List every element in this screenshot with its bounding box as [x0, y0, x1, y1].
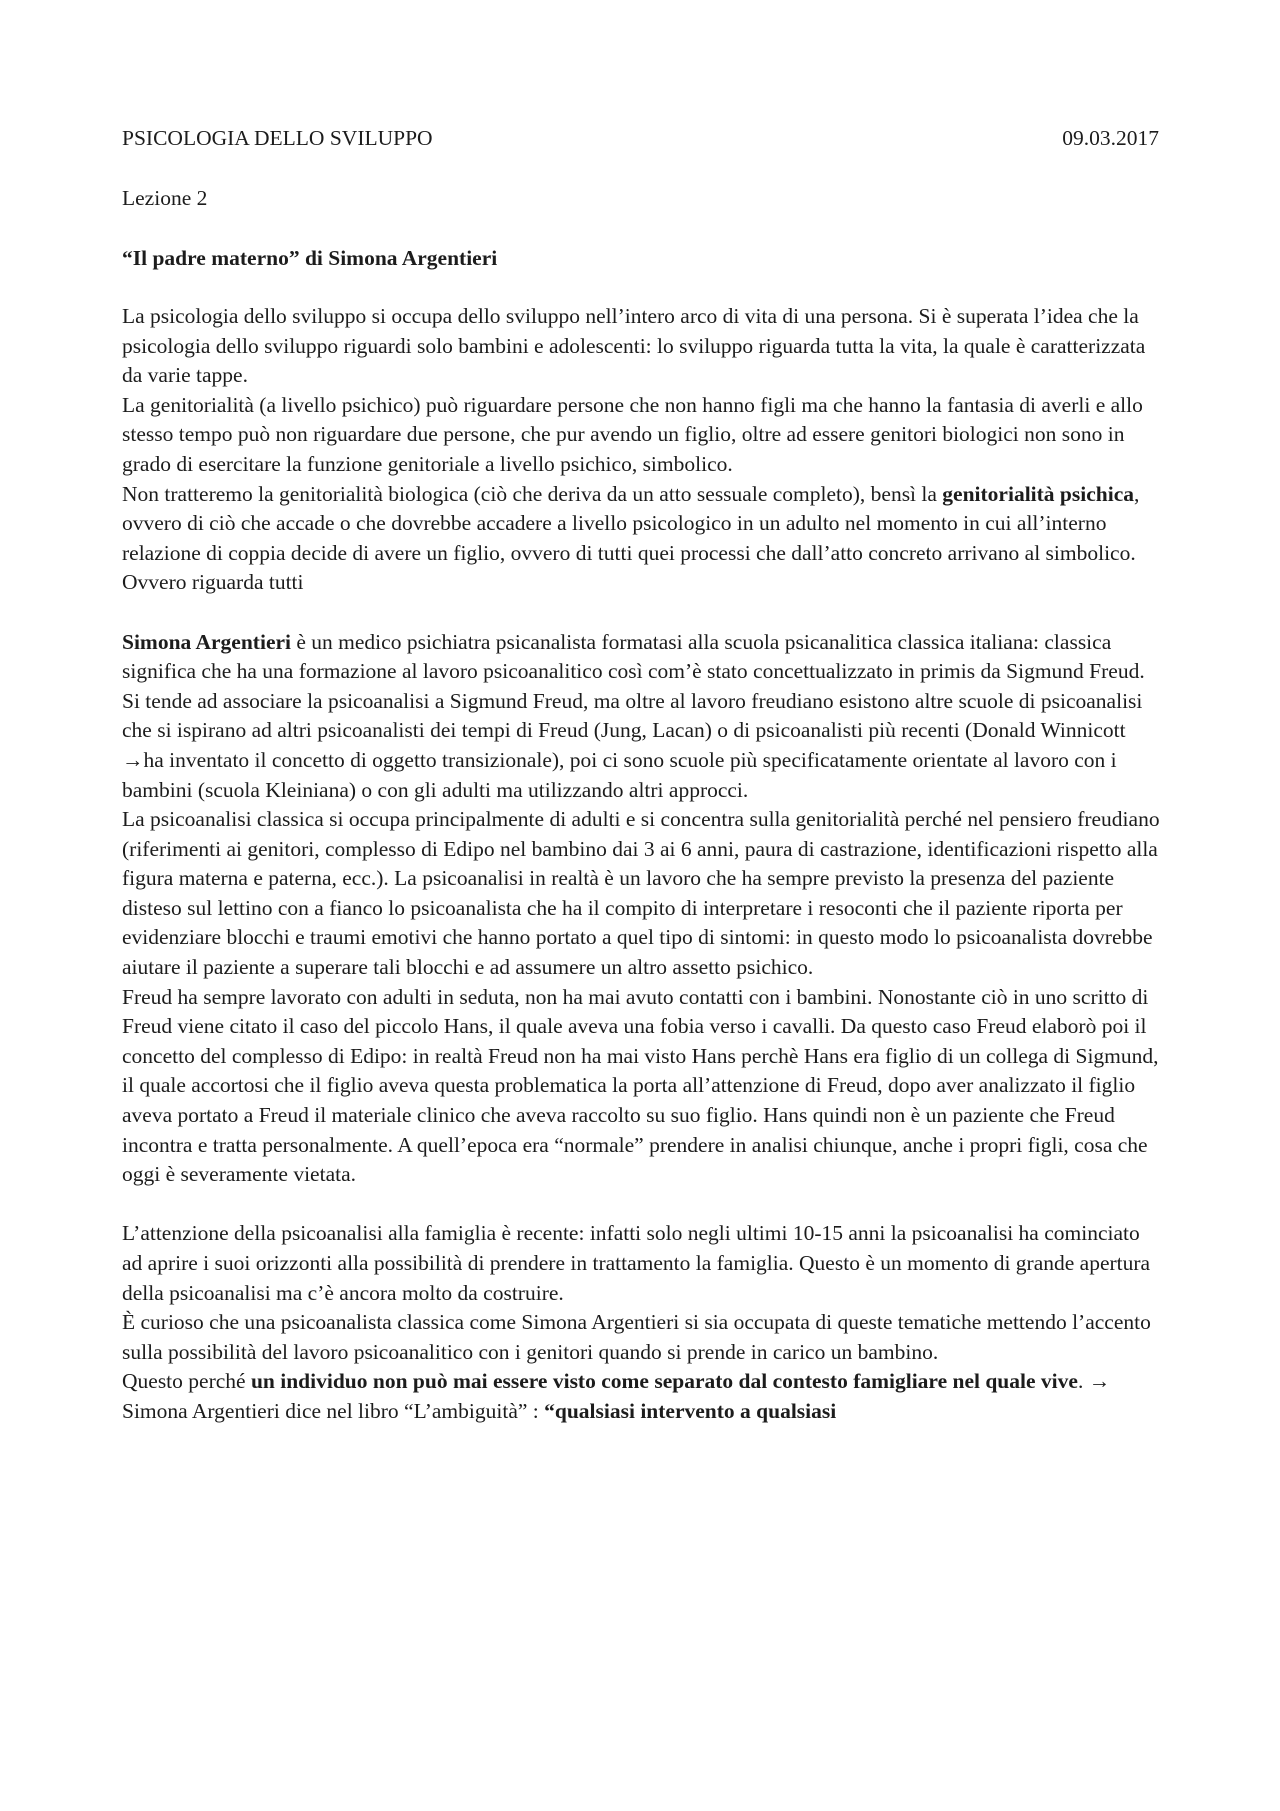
paragraph: Freud ha sempre lavorato con adulti in seduta, non ha mai avuto contatti con i bambini. Nonostante ciò in uno scritto di Freud viene citato il caso del piccolo Hans, il quale aveva una fobia verso i cavalli. Da questo caso Freud elaborò poi il concetto del complesso di Edipo: in realtà Freud non ha mai visto Hans perchè Hans era figlio di un collega di Sigmund, il quale accortosi che il figlio aveva questa problematica la porta all’attenzione di Freud, dopo aver analizzato il figlio aveva portato a Freud il materiale clinico che aveva raccolto su suo figlio. Hans quindi non è un paziente che Freud incontra e tratta personalmente. A quell’epoca era “normale” prendere in analisi chiunque, anche i propri figli, cosa che oggi è severamente vietata.: [122, 984, 1159, 1187]
paragraph-gap: [122, 598, 1162, 628]
paragraph-text: Questo perché: [122, 1369, 251, 1394]
paragraph-text: . → Simona Argentieri dice nel libro “L’ambiguità” :: [122, 1369, 1111, 1423]
course-title: PSICOLOGIA DELLO SVILUPPO: [122, 126, 433, 150]
paragraph: È curioso che una psicoanalista classica come Simona Argentieri si sia occupata di queste tematiche mettendo l’accento sulla possibilità del lavoro psicoanalitico con i genitori quando si prende in carico un bambino.: [122, 1310, 1151, 1364]
bold-term: un individuo non può mai essere visto come separato dal contesto famigliare nel quale vive: [250, 1369, 1078, 1394]
paragraph: L’attenzione della psicoanalisi alla famiglia è recente: infatti solo negli ultimi 10-15 anni la psicoanalisi ha cominciato ad aprire i suoi orizzonti alla possibilità di prendere in trattamento la famiglia. Questo è un momento di grande apertura della psicoanalisi ma c’è ancora molto da costruire.: [122, 1221, 1151, 1305]
bold-quote: “qualsiasi intervento a qualsiasi: [544, 1398, 837, 1423]
paragraph: [122, 480, 1162, 598]
lesson-number: Lezione 2: [122, 186, 208, 210]
page-header: [122, 124, 1159, 154]
paragraph-text: è un medico psichiatra psicanalista formatasi alla scuola psicanalitica classica italiana: classica significa che ha una formazione al lavoro psicoanalitico così com’è stato concettualizzato in primis da Sigmund Freud.: [122, 629, 1145, 684]
paragraph: La psicoanalisi classica si occupa principalmente di adulti e si concentra sulla genitorialità perché nel pensiero freudiano (riferimenti ai genitori, complesso di Edipo nel bambino dai 3 ai 6 anni, paura di castrazione, identificazioni rispetto alla figura materna e paterna, ecc.). La psicoanalisi in realtà è un lavoro che ha sempre previsto la presenza del paziente disteso sul lettino con a fianco lo psicoanalista che ha il compito di interpretare i resoconti che il paziente riporta per evidenziare blocchi e traumi emotivi che hanno portato a quel tipo di sintomi: in questo modo lo psicoanalista dovrebbe aiutare il paziente a superare tali blocchi e ad assumere un altro assetto psichico.: [122, 807, 1160, 980]
paragraph: [122, 628, 1162, 687]
paragraph: La genitorialità (a livello psichico) può riguardare persone che non hanno figli ma che hanno la fantasia di averli e allo stesso tempo può non riguardare due persone, che pur avendo un figlio, oltre ad essere genitori biologici non sono in grado di esercitare la funzione genitoriale a livello psichico, simbolico.: [122, 392, 1143, 476]
paragraph-text: Non tratteremo la genitorialità biologica (ciò che deriva da un atto sessuale completo), bensì la: [122, 481, 943, 506]
book-title: “Il padre materno” di Simona Argentieri: [122, 246, 498, 270]
paragraph: Si tende ad associare la psicoanalisi a Sigmund Freud, ma oltre al lavoro freudiano esistono altre scuole di psicoanalisi che si ispirano ad altri psicoanalisti dei tempi di Freud (Jung, Lacan) o di psicoanalisti più recenti (Donald Winnicott →ha inventato il concetto di oggetto transizionale), poi ci sono scuole più specificatamente orientate al lavoro con i bambini (scuola Kleiniana) o con gli adulti ma utilizzando altri approcci.: [122, 688, 1143, 802]
lesson-date: 09.03.2017: [1062, 126, 1159, 150]
paragraph-text: , ovvero di ciò che accade o che dovrebbe accadere a livello psicologico in un adulto nel momento in cui all’interno relazione di coppia decide di avere un figlio, ovvero di tutti quei processi che dall’atto concreto arrivano al simbolico. Ovvero riguarda tutti: [122, 481, 1140, 595]
bold-term: Simona Argentieri: [122, 629, 291, 654]
paragraph: La psicologia dello sviluppo si occupa dello sviluppo nell’intero arco di vita di una persona. Si è superata l’idea che la psicologia dello sviluppo riguardi solo bambini e adolescenti: lo sviluppo riguarda tutta la vita, la quale è caratterizzata da varie tappe.: [122, 304, 1146, 388]
bold-term: genitorialità psichica: [942, 481, 1134, 506]
document-body: [122, 302, 1162, 1427]
paragraph-gap: [122, 1190, 1162, 1220]
paragraph: [122, 1367, 1162, 1426]
